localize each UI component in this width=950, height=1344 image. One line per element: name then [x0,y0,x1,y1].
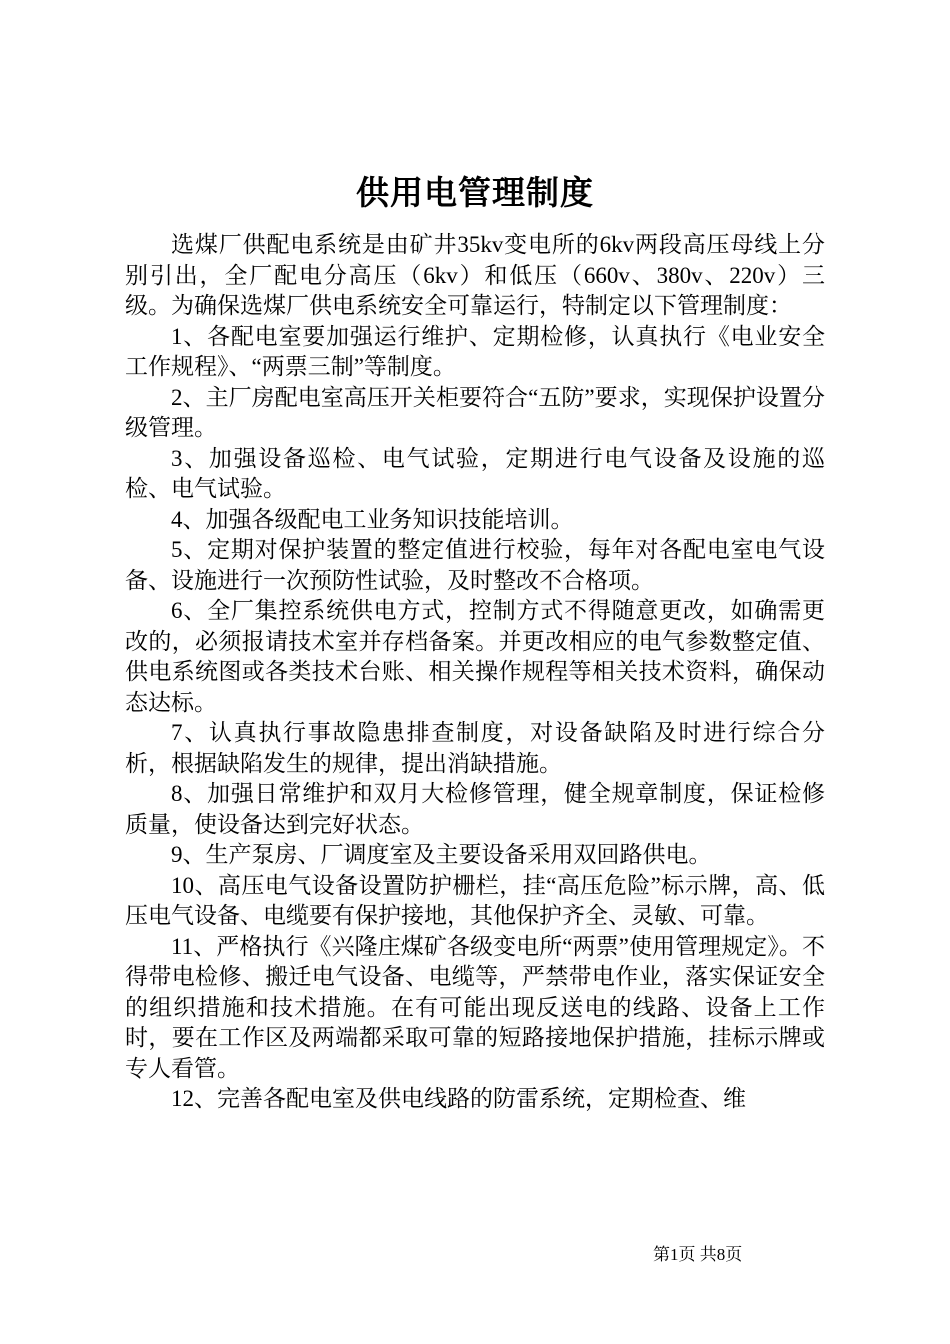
page-number-label: 第1页 共8页 [653,1245,743,1264]
doc-paragraph-item-9: 9、生产泵房、厂调度室及主要设备采用双回路供电。 [171,842,712,867]
doc-paragraph-item-3: 3、加强设备巡检、电气试验，定期进行电气设备及设施的巡检、电气试验。 [125,445,825,501]
doc-paragraph-intro: 选煤厂供配电系统是由矿井35kv变电所的6kv两段高压母线上分别引出，全厂配电分高压（6kv）和低压（660v、380v、220v）三级。为确保选煤厂供电系统安全可靠运行，特制定以下管理制度： [125,232,825,318]
document-body [0,216,950,1115]
doc-paragraph-item-2: 2、主厂房配电室高压开关柜要符合“五防”要求，实现保护设置分级管理。 [125,384,825,440]
doc-paragraph-item-8: 8、加强日常维护和双月大检修管理，健全规章制度，保证检修质量，使设备达到完好状态。 [125,781,825,837]
doc-paragraph-item-6: 6、全厂集控系统供电方式，控制方式不得随意更改，如确需更改的，必须报请技术室并存档备案。并更改相应的电气参数整定值、供电系统图或各类技术台账、相关操作规程等相关技术资料，确保动态达标。 [125,598,825,715]
doc-paragraph-item-11: 11、严格执行《兴隆庄煤矿各级变电所“两票”使用管理规定》。不得带电检修、搬迁电气设备、电缆等，严禁带电作业，落实保证安全的组织措施和技术措施。在有可能出现反送电的线路、设备上工作时，要在工作区及两端都采取可靠的短路接地保护措施，挂标示牌或专人看管。 [125,933,825,1081]
doc-paragraph-item-1: 1、各配电室要加强运行维护、定期检修，认真执行《电业安全工作规程》、“两票三制”等制度。 [125,323,825,379]
doc-paragraph-item-10: 10、高压电气设备设置防护栅栏，挂“高压危险”标示牌，高、低压电气设备、电缆要有保护接地，其他保护齐全、灵敏、可靠。 [125,872,825,928]
document-title: 供用电管理制度 [356,176,594,212]
page-footer [653,1244,742,1266]
doc-paragraph-item-4: 4、加强各级配电工业务知识技能培训。 [171,506,574,532]
doc-paragraph-item-5: 5、定期对保护装置的整定值进行校验，每年对各配电室电气设备、设施进行一次预防性试验，及时整改不合格项。 [125,537,825,593]
doc-paragraph-item-7: 7、认真执行事故隐患排查制度，对设备缺陷及时进行综合分析，根据缺陷发生的规律，提出消缺措施。 [125,720,825,776]
doc-paragraph-item-12: 12、完善各配电室及供电线路的防雷系统，定期检查、维 [171,1086,746,1111]
